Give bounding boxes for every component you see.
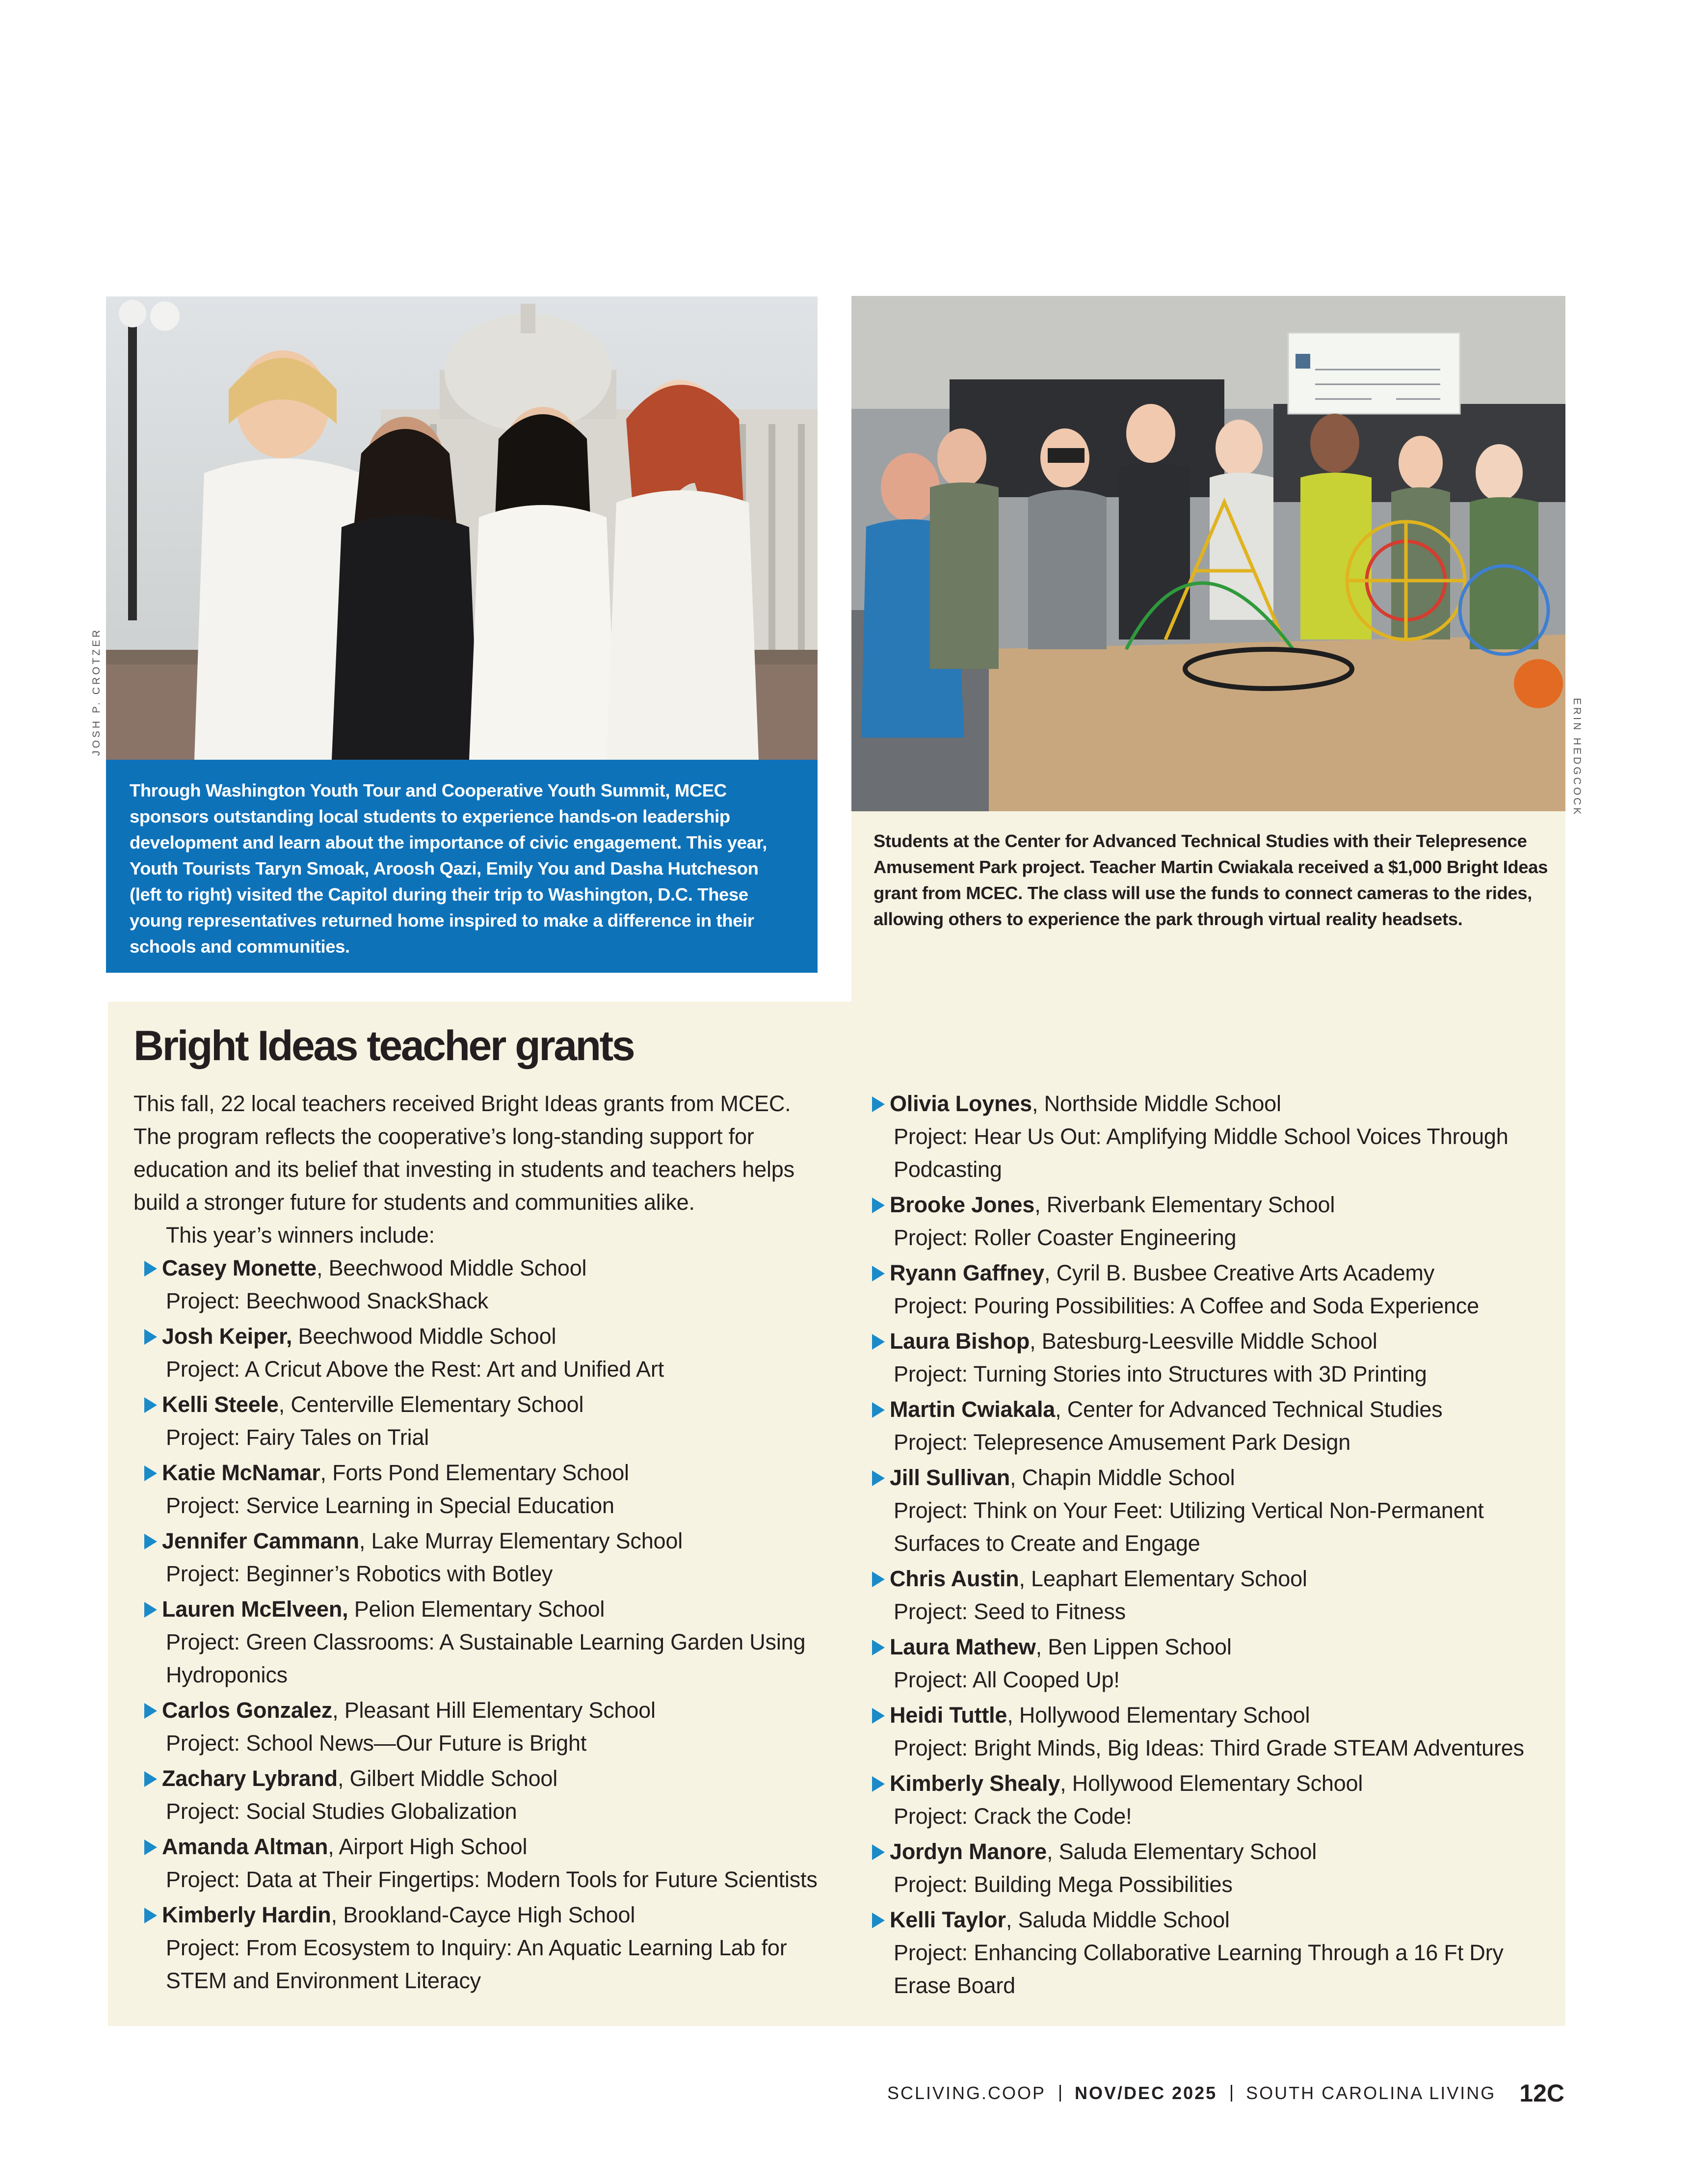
winner-entry — [861, 1461, 1558, 1560]
winner-entry — [133, 1898, 830, 1997]
project-line — [890, 1800, 1558, 1833]
photo-caption-left: Through Washington Youth Tour and Cooperative Youth Summit, MCEC sponsors outstanding local students to experience hands-on leadership development and learn about the importance of civic engagement. This year, Youth Tourists Taryn Smoak, Aroosh Qazi, Emily You and Dasha Hutcheson (left to right) visited the Capitol during their trip to Washington, D.C. These young representatives returned home inspired to make a difference in their schools and communities. — [106, 760, 818, 973]
project-title: Think on Your Feet: Utilizing Vertical Non-Permanent Surfaces to Create and Engage — [894, 1498, 1484, 1556]
winner-line — [890, 1835, 1558, 1868]
school-name: , Airport High School — [328, 1834, 528, 1859]
teacher-name: Zachary Lybrand — [162, 1766, 338, 1791]
project-title: Pouring Possibilities: A Coffee and Soda Experience — [967, 1293, 1479, 1318]
teacher-name: Chris Austin — [890, 1566, 1019, 1591]
bullet-arrow-icon — [144, 1465, 157, 1481]
project-label: Project: — [894, 1498, 968, 1523]
winner-line — [890, 1461, 1558, 1494]
winner-line — [890, 1325, 1558, 1358]
project-label: Project: — [166, 1493, 240, 1518]
school-name: , Centerville Elementary School — [278, 1392, 584, 1417]
school-name: , Lake Murray Elementary School — [359, 1528, 683, 1553]
winner-entry — [861, 1256, 1558, 1322]
teacher-name: Kimberly Hardin — [162, 1902, 331, 1927]
project-line — [890, 1936, 1558, 2002]
teacher-name: Carlos Gonzalez — [162, 1698, 333, 1723]
project-line — [162, 1284, 830, 1317]
winner-entry — [133, 1456, 830, 1522]
project-label: Project: — [166, 1629, 240, 1654]
winner-entry — [133, 1830, 830, 1896]
teacher-name: Jordyn Manore — [890, 1839, 1047, 1864]
school-name: , Batesburg-Leesville Middle School — [1030, 1329, 1377, 1354]
winner-line — [162, 1252, 830, 1284]
winner-entry — [861, 1393, 1558, 1459]
project-label: Project: — [894, 1804, 968, 1829]
winner-line — [162, 1830, 830, 1863]
teacher-name: Katie McNamar — [162, 1460, 320, 1485]
school-name: , Riverbank Elementary School — [1034, 1192, 1335, 1217]
project-line — [162, 1863, 830, 1896]
winner-line — [890, 1256, 1558, 1289]
project-label: Project: — [166, 1357, 240, 1382]
teacher-name: Kimberly Shealy — [890, 1771, 1060, 1796]
project-label: Project: — [894, 1667, 968, 1692]
page-number: 12C — [1519, 2079, 1564, 2107]
winner-line — [162, 1388, 830, 1421]
school-name: , Saluda Middle School — [1005, 1907, 1230, 1932]
project-line — [890, 1358, 1558, 1390]
winner-line — [890, 1630, 1558, 1663]
winners-list-right — [861, 1087, 1558, 2002]
project-title: Hear Us Out: Amplifying Middle School Voices Through Podcasting — [894, 1124, 1508, 1182]
project-title: Social Studies Globalization — [239, 1799, 517, 1824]
project-line — [162, 1489, 830, 1522]
project-title: Beginner’s Robotics with Botley — [239, 1561, 553, 1586]
project-title: Turning Stories into Structures with 3D Printing — [967, 1361, 1427, 1386]
project-line — [890, 1120, 1558, 1186]
capitol-group-photo — [106, 296, 818, 760]
project-label: Project: — [166, 1867, 240, 1892]
school-name: , Gilbert Middle School — [337, 1766, 558, 1791]
project-label: Project: — [166, 1731, 240, 1756]
article-column-left — [133, 1087, 830, 1999]
school-name: , Hollywood Elementary School — [1060, 1771, 1363, 1796]
bullet-arrow-icon — [872, 1913, 885, 1928]
project-label: Project: — [894, 1940, 968, 1965]
teacher-name: Ryann Gaffney — [890, 1260, 1044, 1285]
bullet-arrow-icon — [872, 1708, 885, 1724]
project-line — [162, 1625, 830, 1691]
article-headline: Bright Ideas teacher grants — [133, 1022, 634, 1069]
project-line — [162, 1557, 830, 1590]
bullet-arrow-icon — [144, 1703, 157, 1719]
school-name: , Beechwood Middle School — [317, 1255, 587, 1280]
bullet-arrow-icon — [144, 1329, 157, 1345]
bullet-arrow-icon — [144, 1397, 157, 1413]
bullet-arrow-icon — [144, 1839, 157, 1855]
project-title: Seed to Fitness — [967, 1599, 1126, 1624]
school-name: , Ben Lippen School — [1035, 1634, 1232, 1659]
article-intro — [133, 1087, 830, 1252]
teacher-name: Josh Keiper, — [162, 1324, 292, 1349]
bullet-arrow-icon — [872, 1776, 885, 1792]
project-title: Green Classrooms: A Sustainable Learning Garden Using Hydroponics — [166, 1629, 806, 1687]
project-title: All Cooped Up! — [967, 1667, 1120, 1692]
teacher-name: Lauren McElveen, — [162, 1597, 348, 1622]
winner-entry — [861, 1325, 1558, 1390]
bullet-arrow-icon — [144, 1261, 157, 1277]
teacher-name: Heidi Tuttle — [890, 1703, 1007, 1728]
teacher-name: Jennifer Cammann — [162, 1528, 359, 1553]
school-name: , Brookland-Cayce High School — [331, 1902, 635, 1927]
school-name: Beechwood Middle School — [292, 1324, 556, 1349]
school-name: , Center for Advanced Technical Studies — [1055, 1397, 1443, 1422]
winner-line — [162, 1762, 830, 1795]
footer-divider — [1231, 2085, 1232, 2102]
winner-entry — [861, 1767, 1558, 1833]
project-title: Beechwood SnackShack — [239, 1288, 489, 1313]
winner-entry — [133, 1320, 830, 1385]
project-title: A Cricut Above the Rest: Art and Unified Art — [239, 1357, 664, 1382]
project-line — [890, 1663, 1558, 1696]
winner-entry — [861, 1835, 1558, 1901]
bullet-arrow-icon — [872, 1334, 885, 1350]
project-title: School News—Our Future is Bright — [239, 1731, 587, 1756]
project-label: Project: — [894, 1430, 968, 1455]
winner-entry — [133, 1593, 830, 1691]
school-name: Pelion Elementary School — [348, 1597, 605, 1622]
teacher-name: Martin Cwiakala — [890, 1397, 1056, 1422]
bullet-arrow-icon — [872, 1096, 885, 1112]
project-label: Project: — [894, 1225, 968, 1250]
project-label: Project: — [166, 1425, 240, 1450]
project-title: Crack the Code! — [967, 1804, 1132, 1829]
project-line — [890, 1595, 1558, 1628]
project-label: Project: — [894, 1361, 968, 1386]
project-title: Building Mega Possibilities — [967, 1872, 1233, 1897]
teacher-name: Kelli Taylor — [890, 1907, 1006, 1932]
project-line — [162, 1795, 830, 1828]
winner-entry — [861, 1562, 1558, 1628]
photo-credit-right: ERIN HEDGCOCK — [1571, 698, 1583, 817]
footer-issue: NOV/DEC 2025 — [1075, 2083, 1217, 2103]
footer-divider — [1059, 2085, 1061, 2102]
school-name: , Northside Middle School — [1032, 1091, 1281, 1116]
winner-line — [890, 1562, 1558, 1595]
bullet-arrow-icon — [872, 1844, 885, 1860]
teacher-name: Casey Monette — [162, 1255, 317, 1280]
project-title: Telepresence Amusement Park Design — [967, 1430, 1351, 1455]
project-line — [890, 1289, 1558, 1322]
school-name: , Hollywood Elementary School — [1007, 1703, 1310, 1728]
winner-line — [890, 1767, 1558, 1800]
bullet-arrow-icon — [144, 1771, 157, 1787]
project-line — [890, 1731, 1558, 1764]
winner-entry — [861, 1087, 1558, 1186]
bullet-arrow-icon — [872, 1266, 885, 1281]
bullet-arrow-icon — [872, 1198, 885, 1213]
winner-line — [162, 1524, 830, 1557]
project-line — [890, 1426, 1558, 1459]
project-label: Project: — [894, 1735, 968, 1760]
project-line — [890, 1868, 1558, 1901]
project-title: Enhancing Collaborative Learning Through a 16 Ft Dry Erase Board — [894, 1940, 1504, 1998]
teacher-name: Amanda Altman — [162, 1834, 328, 1859]
project-line — [162, 1421, 830, 1454]
bullet-arrow-icon — [872, 1470, 885, 1486]
winner-entry — [133, 1762, 830, 1828]
winners-intro: This year’s winners include: — [166, 1223, 435, 1248]
classroom-amusement-park-photo — [851, 296, 1565, 811]
winners-list-left — [133, 1252, 830, 1997]
winner-line — [162, 1898, 830, 1931]
winner-entry — [133, 1388, 830, 1454]
school-name: , Chapin Middle School — [1010, 1465, 1235, 1490]
project-title: Fairy Tales on Trial — [239, 1425, 429, 1450]
photo-caption-right: Students at the Center for Advanced Technical Studies with their Telepresence Amusement Park project. Teacher Martin Cwiakala received a $1,000 Bright Ideas grant from MCEC. The class will use the funds to connect cameras to the rides, allowing others to experience the park through virtual reality headsets. — [873, 831, 1548, 929]
bullet-arrow-icon — [144, 1534, 157, 1549]
project-line — [890, 1494, 1558, 1560]
page-footer — [887, 2079, 1564, 2107]
bullet-arrow-icon — [872, 1640, 885, 1655]
project-line — [162, 1353, 830, 1385]
project-title: Data at Their Fingertips: Modern Tools for Future Scientists — [239, 1867, 818, 1892]
winner-line — [162, 1593, 830, 1625]
bullet-arrow-icon — [872, 1402, 885, 1418]
intro-paragraph: This fall, 22 local teachers received Bright Ideas grants from MCEC. The program reflects the cooperative’s long-standing support for education and its belief that investing in students and teachers helps build a stronger future for students and communities alike. — [133, 1091, 794, 1215]
bullet-arrow-icon — [872, 1571, 885, 1587]
school-name: , Cyril B. Busbee Creative Arts Academy — [1044, 1260, 1434, 1285]
winner-entry — [861, 1699, 1558, 1764]
project-label: Project: — [166, 1935, 240, 1960]
school-name: , Forts Pond Elementary School — [320, 1460, 629, 1485]
teacher-name: Olivia Loynes — [890, 1091, 1032, 1116]
project-label: Project: — [894, 1293, 968, 1318]
school-name: , Pleasant Hill Elementary School — [332, 1698, 656, 1723]
winner-line — [162, 1320, 830, 1353]
winner-entry — [133, 1524, 830, 1590]
winner-line — [890, 1393, 1558, 1426]
teacher-name: Laura Bishop — [890, 1329, 1030, 1354]
project-label: Project: — [894, 1124, 968, 1149]
winner-line — [890, 1188, 1558, 1221]
project-line — [162, 1727, 830, 1759]
bullet-arrow-icon — [144, 1908, 157, 1923]
project-title: From Ecosystem to Inquiry: An Aquatic Learning Lab for STEM and Environment Literacy — [166, 1935, 787, 1993]
winner-entry — [861, 1903, 1558, 2002]
project-label: Project: — [894, 1599, 968, 1624]
winner-line — [162, 1456, 830, 1489]
project-line — [890, 1221, 1558, 1254]
article-column-right — [861, 1087, 1558, 2004]
school-name: , Leaphart Elementary School — [1019, 1566, 1307, 1591]
winner-line — [890, 1903, 1558, 1936]
teacher-name: Jill Sullivan — [890, 1465, 1010, 1490]
winner-entry — [133, 1694, 830, 1759]
school-name: , Saluda Elementary School — [1046, 1839, 1317, 1864]
project-title: Bright Minds, Big Ideas: Third Grade STEAM Adventures — [967, 1735, 1524, 1760]
project-label: Project: — [166, 1561, 240, 1586]
bullet-arrow-icon — [144, 1602, 157, 1618]
project-label: Project: — [894, 1872, 968, 1897]
project-label: Project: — [166, 1799, 240, 1824]
winner-entry — [861, 1630, 1558, 1696]
winner-entry — [861, 1188, 1558, 1254]
photo-credit-left: JOSH P. CROTZER — [91, 627, 102, 756]
teacher-name: Laura Mathew — [890, 1634, 1036, 1659]
footer-magazine: SOUTH CAROLINA LIVING — [1246, 2083, 1496, 2103]
project-title: Roller Coaster Engineering — [967, 1225, 1237, 1250]
project-label: Project: — [166, 1288, 240, 1313]
project-title: Service Learning in Special Education — [239, 1493, 614, 1518]
winner-entry — [133, 1252, 830, 1317]
teacher-name: Brooke Jones — [890, 1192, 1035, 1217]
winner-line — [890, 1087, 1558, 1120]
winner-line — [162, 1694, 830, 1727]
winner-line — [890, 1699, 1558, 1731]
teacher-name: Kelli Steele — [162, 1392, 279, 1417]
footer-site: SCLIVING.COOP — [887, 2083, 1046, 2103]
project-line — [162, 1931, 830, 1997]
